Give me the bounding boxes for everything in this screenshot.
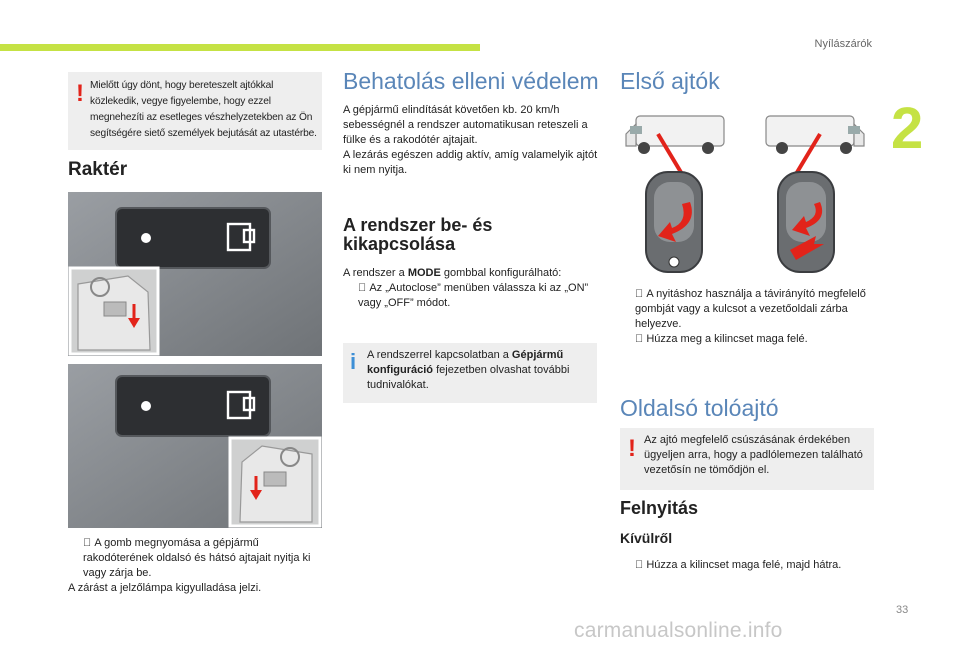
- van-and-handle-illustration: [620, 104, 874, 276]
- warning-text: Mielőtt úgy dönt, hogy bereteszelt ajtókkal közlekedik, vegye figyelembe, hogy ezzel megnehezíti az esetleges vészhelyzetekben az Ön segítségére siető személyek bejutását az utastérbe.: [90, 80, 317, 139]
- config-line: [343, 266, 599, 281]
- lock-button-photo-1: [68, 192, 322, 356]
- warning-box-lock: [68, 72, 322, 150]
- front-door-bullet-2-text: Húzza meg a kilincset maga felé.: [646, 333, 808, 345]
- autoclose-bullet: [343, 281, 593, 311]
- config-text-post: gombbal konfigurálható:: [440, 267, 562, 279]
- section-title-rakter: Raktér: [68, 159, 128, 180]
- section-title-protection: Behatolás elleni védelem: [343, 68, 599, 94]
- protection-para-1: A gépjármű elindítását követően kb. 20 km/h sebességnél a rendszer automatikusan reteszeli a fülke és a rakodótér ajtajait.: [343, 104, 588, 146]
- info-text: [367, 348, 593, 393]
- info-box-config: [343, 343, 597, 403]
- info-text-bold: Gépjármű konfiguráció: [367, 349, 564, 376]
- lock-button-illustration: [68, 192, 322, 356]
- section-title-sliding-door: Oldalsó tolóajtó: [620, 395, 779, 421]
- rakter-note: A zárást a jelzőlámpa kigyulladása jelzi.: [68, 582, 262, 594]
- section-title-front-doors: Első ajtók: [620, 68, 720, 94]
- lock-button-photo-2: [68, 364, 322, 528]
- config-text-pre: A rendszer a: [343, 267, 408, 279]
- subtitle-on-off: A rendszer be- és kikapcsolása: [343, 215, 493, 254]
- info-text-post: fejezetben olvashat további tudnivalókat.: [367, 364, 570, 391]
- lock-button-illustration: [68, 364, 322, 528]
- warning-icon: !: [628, 435, 636, 462]
- front-door-illustration: [620, 104, 874, 276]
- chapter-number: 2: [891, 96, 924, 161]
- watermark: carmanualsonline.info: [574, 619, 783, 642]
- protection-para-2: A lezárás egészen addig aktív, amíg valamelyik ajtót ki nem nyitja.: [343, 149, 598, 176]
- outside-bullet: [620, 558, 870, 573]
- front-door-bullet-1-text: A nyitáshoz használja a távirányító megfelelő gombját vagy a kulcsot a vezetőoldali zárba helyezve.: [635, 288, 866, 330]
- rakter-bullet-text: A gomb megnyomása a gépjármű rakodóterének oldalsó és hátsó ajtajait nyitja ki vagy zárja be.: [83, 537, 311, 579]
- front-door-bullet-2: [620, 332, 870, 347]
- warning-box-sliding: [620, 428, 874, 490]
- config-text-mode: MODE: [407, 267, 441, 279]
- sliding-warning-text: Az ajtó megfelelő csúszásának érdekében ügyeljen arra, hogy a padlólemezen található vezetősín ne tömődjön el.: [644, 434, 863, 476]
- section-name: Nyílászárók: [814, 38, 872, 50]
- info-text-pre: A rendszerrel kapcsolatban a: [367, 349, 512, 361]
- section-color-bar: [0, 44, 480, 51]
- subtitle-outside: Kívülről: [620, 530, 673, 546]
- info-icon: i: [350, 349, 357, 374]
- autoclose-bullet-text: Az „Autoclose” menüben válassza ki az „ON” vagy „OFF” módot.: [358, 282, 589, 309]
- warning-icon: !: [76, 80, 84, 107]
- subtitle-opening: Felnyitás: [620, 498, 699, 518]
- front-door-bullet-1: [620, 287, 870, 332]
- rakter-bullet: [68, 536, 318, 581]
- outside-bullet-text: Húzza a kilincset maga felé, majd hátra.: [646, 559, 842, 571]
- page-number: 33: [896, 604, 909, 616]
